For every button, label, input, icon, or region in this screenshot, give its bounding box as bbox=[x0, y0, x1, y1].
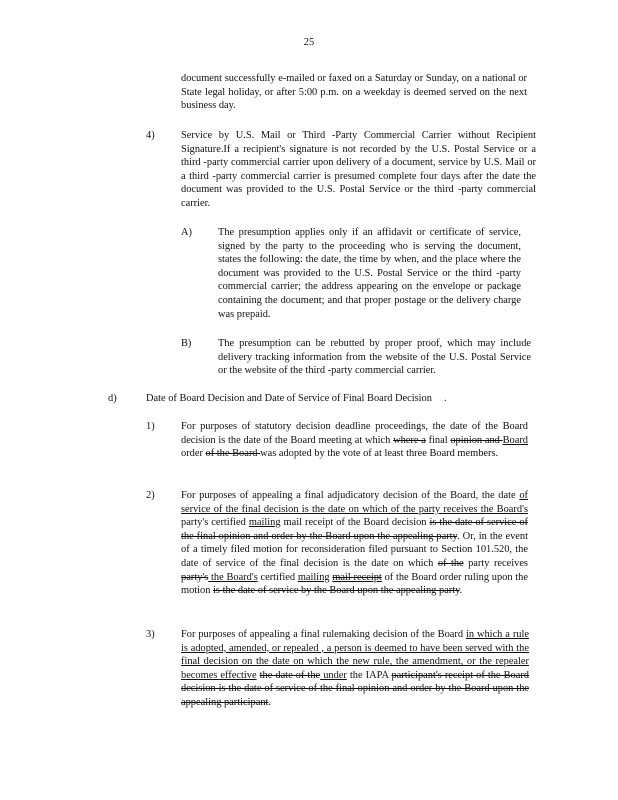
d3-inserted-1: in which a rule is adopted, amended, or repealed , a person is deemed to have been served with the final decision on the date on which the new rule, the amendment, or the repealer becomes effective bbox=[181, 629, 529, 681]
d1-inserted-1: Board bbox=[502, 434, 529, 446]
page-number: 25 bbox=[303, 37, 315, 48]
d2-deleted-5: is the date of service by the Board upon the appealing party bbox=[213, 585, 460, 597]
item-d3-paragraph bbox=[181, 628, 529, 710]
item-4b-paragraph bbox=[218, 337, 531, 378]
section-d-heading bbox=[146, 392, 447, 406]
section-d-heading-end: . bbox=[443, 393, 447, 404]
d1-deleted-3: of the Board bbox=[205, 448, 261, 460]
d2-text-6: certified bbox=[257, 571, 298, 583]
item-4a-text: The presumption applies only if an affidavit or certificate of service, signed by the party to the proceeding who is serving the document, states the following: the date, the time by when, and the place where the document was provided to the U.S. Postal Service or the third -party commercial carrier; the address appearing on the envelope or package containing the document; and that proper postage or the delivery charge was prepaid. bbox=[218, 227, 521, 320]
d2-text-5: party receives bbox=[463, 557, 528, 569]
d1-text-3: order bbox=[181, 448, 206, 460]
d3-text-4: . bbox=[268, 696, 272, 708]
d2-deleted-2: of the bbox=[437, 557, 464, 569]
d2-inserted-1: of service of the final decision is the date on which of the party receives the Board's bbox=[181, 490, 528, 515]
section-d-label: d) bbox=[108, 393, 117, 404]
d2-inserted-3: the Board's bbox=[208, 571, 258, 583]
item-4-paragraph bbox=[181, 129, 536, 211]
item-4-label: 4) bbox=[146, 130, 155, 141]
item-4-text: If a recipient's signature is not recorded by the U.S. Postal Service or a third -party commercial carrier upon delivery of a document, service by U.S. Mail or a third -party commercial carrier is presumed complete four days after the date the document was provided to the U.S. Postal Service or the third -party commercial carrier. bbox=[181, 143, 536, 209]
d2-text-3: mail receipt of the Board decision bbox=[280, 517, 430, 529]
item-4b-text: The presumption can be rebutted by proper proof, which may include delivery tracking information from the website of the U.S. Postal Service or the website of the third -party commercial carrier. bbox=[218, 338, 531, 377]
item-d3-label: 3) bbox=[146, 629, 155, 640]
item-d2-paragraph bbox=[181, 489, 528, 598]
d3-deleted-2: participant's receipt of the Board decision is the date of service of the final opinion and order by the Board upon the appealing participant bbox=[181, 669, 529, 708]
continuation-paragraph bbox=[181, 72, 527, 113]
d1-deleted-2: opinion and bbox=[450, 434, 503, 446]
d2-inserted-4: mailing bbox=[297, 571, 330, 583]
item-4b-label: B) bbox=[181, 338, 192, 349]
d2-text-1: For purposes of appealing a final adjudicatory decision of the Board, the date bbox=[181, 490, 520, 501]
d2-text-2: party's certified bbox=[181, 517, 249, 529]
d3-text-3: the IAPA bbox=[346, 669, 392, 681]
d3-deleted-1: the date of the bbox=[259, 669, 321, 681]
d3-inserted-2: under bbox=[320, 669, 347, 681]
item-d1-label: 1) bbox=[146, 421, 155, 432]
d1-text-1: For purposes of statutory decision deadline proceedings, the date of the Board decision is the date of the Board meeting at which bbox=[181, 421, 528, 446]
item-4-lead: Service by U.S. Mail or Third -Party Commercial Carrier without Recipient Signature. bbox=[181, 130, 536, 155]
d2-deleted-3: party's bbox=[181, 571, 209, 583]
d2-deleted-4: mail receipt bbox=[332, 571, 382, 583]
d2-text-8: of the Board order ruling upon the motion bbox=[181, 571, 528, 597]
d2-inserted-2: mailing bbox=[248, 517, 281, 529]
d3-text-1: For purposes of appealing a final rulemaking decision of the Board bbox=[181, 629, 466, 640]
d2-deleted-1: is the date of service of the final opinion and order by the Board upon the appealing party bbox=[181, 517, 528, 542]
d1-text-4: was adopted by the vote of at least three Board members. bbox=[260, 448, 499, 460]
item-d1-paragraph bbox=[181, 420, 528, 461]
continuation-text: document successfully e-mailed or faxed on a Saturday or Sunday, on a national or State legal holiday, or after 5:00 p.m. on a weekday is deemed served on the next business day. bbox=[181, 73, 527, 112]
d2-text-4: . Or, in the event of a timely filed motion for reconsideration filed pursuant to Section 101.520, the date of service of the final decision is the date on which bbox=[181, 530, 528, 569]
d2-text-9: . bbox=[459, 585, 463, 597]
section-d-heading-text: Date of Board Decision and Date of Service of Final Board Decision bbox=[146, 393, 432, 404]
item-4a-label: A) bbox=[181, 227, 192, 238]
d1-deleted-1: where a bbox=[393, 434, 426, 446]
d1-text-2: final bbox=[425, 434, 451, 446]
item-4a-paragraph bbox=[218, 226, 521, 321]
item-d2-label: 2) bbox=[146, 490, 155, 501]
